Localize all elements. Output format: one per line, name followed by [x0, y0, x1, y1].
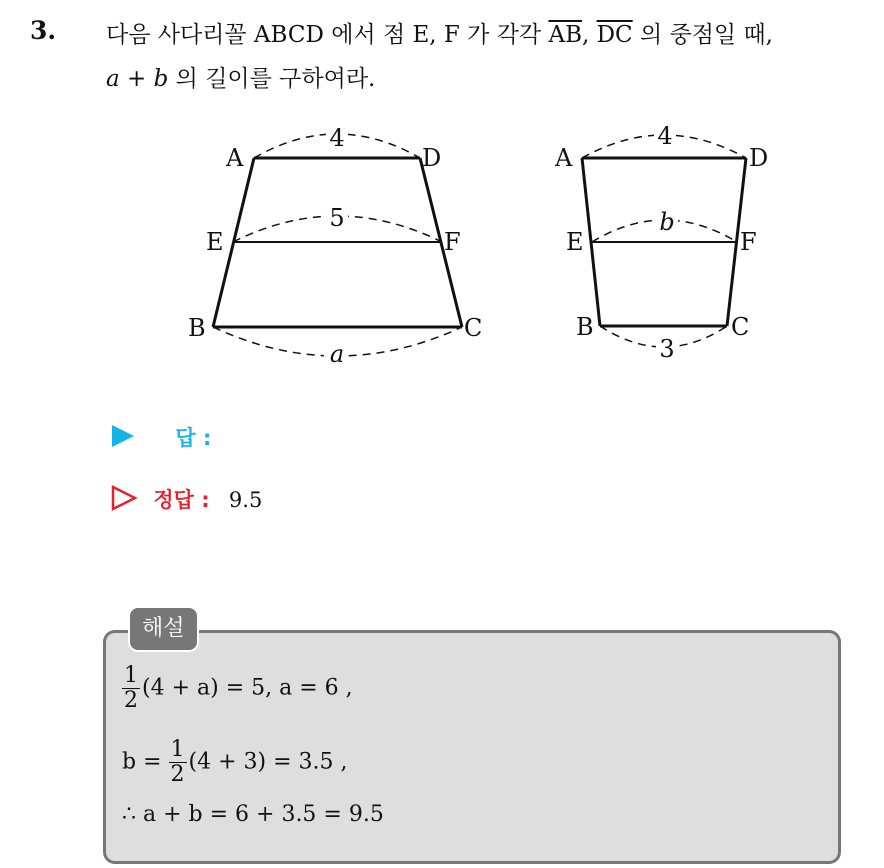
plus-sign: + — [119, 66, 154, 92]
left-point-d: D — [422, 144, 442, 172]
right-bottom-length: 3 — [659, 335, 675, 363]
left-bottom-length: a — [329, 340, 345, 368]
var-b: b — [153, 66, 169, 92]
correct-answer-label: 정답 : — [153, 488, 210, 512]
play-arrow-icon — [110, 423, 136, 449]
segment-dc: $\overline{DC}$ — [596, 22, 633, 48]
explanation-tag: 해설 — [128, 606, 199, 652]
left-point-f: F — [444, 228, 461, 256]
right-point-f: F — [740, 228, 757, 256]
question-text-b: 의 중점일 때, — [632, 22, 773, 48]
explanation-expr-1: (4 + a) = 5, a = 6 , — [142, 675, 353, 701]
var-a: a — [106, 66, 120, 92]
left-point-b: B — [188, 314, 206, 342]
left-top-length: 4 — [329, 124, 345, 152]
left-point-e: E — [206, 228, 224, 256]
left-point-c: C — [464, 314, 483, 342]
left-point-a: A — [226, 144, 244, 172]
trapezoid-figures — [0, 0, 884, 400]
explanation-line-2 — [122, 738, 348, 787]
outline-arrow-icon — [110, 484, 138, 512]
right-trapezoid — [582, 135, 746, 347]
right-point-d: D — [749, 144, 769, 172]
right-point-e: E — [566, 228, 584, 256]
fraction-half: $\frac{1}{2}$ — [170, 737, 185, 787]
right-mid-length: b — [659, 208, 675, 236]
right-top-length: 4 — [657, 122, 673, 150]
fraction-half: $\frac{1}{2}$ — [124, 663, 138, 713]
right-point-a: A — [555, 144, 573, 172]
answer-label: 답 : — [175, 426, 212, 450]
explanation-line-1 — [122, 664, 353, 713]
left-mid-length: 5 — [329, 204, 345, 232]
answer-row — [110, 422, 211, 452]
explanation-prefix-2: b = — [122, 749, 169, 775]
correct-answer-value: 9.5 — [228, 488, 263, 512]
correct-answer-row — [110, 484, 262, 514]
segment-ab: $\overline{AB}$ — [548, 22, 582, 48]
question-text-a: 다음 사다리꼴 ABCD 에서 점 E, F 가 각각 — [106, 22, 549, 48]
question-text-c: 의 길이를 구하여라. — [168, 66, 376, 92]
right-point-c: C — [731, 313, 750, 341]
segment-separator: , — [581, 22, 597, 48]
explanation-line-3: ∴ a + b = 6 + 3.5 = 9.5 — [122, 802, 384, 827]
explanation-expr-2: (4 + 3) = 3.5 , — [188, 749, 348, 775]
right-point-b: B — [576, 313, 594, 341]
question-number: 3. — [30, 16, 57, 45]
